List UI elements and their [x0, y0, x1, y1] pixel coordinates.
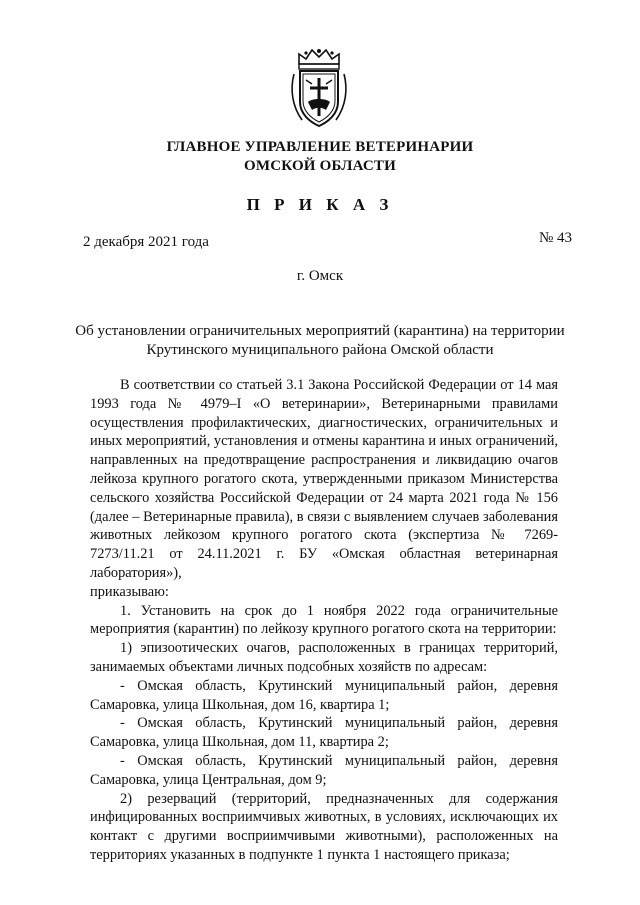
subject-line-1: Об установлении ограничительных мероприятий (карантина) на территории [75, 323, 565, 339]
organization-name-line-1: ГЛАВНОЕ УПРАВЛЕНИЕ ВЕТЕРИНАРИИ [166, 139, 474, 155]
document-city: г. Омск [296, 268, 344, 284]
omsk-coat-of-arms-icon [290, 44, 348, 130]
organization-name-line-2: ОМСКОЙ ОБЛАСТИ [243, 158, 397, 174]
order-phrase: приказываю: [90, 583, 169, 600]
subclause-2-paragraph: 2) резерваций (территорий, предназначенных для содержания инфицированных восприимчивых животных, в условиях, исключающих их контакт с другими восприимчивыми животными), расположенных на территориях указанных в подпункте 1 пункта 1 настоящего приказа; [90, 790, 558, 863]
address-item: - Омская область, Крутинский муниципальный район, деревня Самаровка, улица Школьная, дом 11, квартира 2; [90, 715, 558, 751]
document-date: 2 декабря 2021 года [83, 234, 209, 250]
document-number: № 43 [539, 230, 573, 246]
document-body [90, 376, 558, 865]
preamble-paragraph: В соответствии со статьей 3.1 Закона Российской Федерации от 14 мая 1993 года № 4979–I «О ветеринарии», Ветеринарными правилами осуществления профилактических, диагностических, ограничительных и иных мероприятий, установления и отмены карантина и иных ограничений, направленных на предотвращение распространения и ликвидацию очагов лейкоза крупного рогатого скота, утвержденными приказом Министерства сельского хозяйства Российской Федерации от 24 марта 2021 года № 156 (далее – Ветеринарные правила), в связи с выявлением случаев заболевания животных лейкозом крупного рогатого скота (экспертиза № 7269-7273/11.21 от 24.11.2021 г. БУ «Омская областная ветеринарная лаборатория»), [90, 377, 558, 581]
subject-line-2: Крутинского муниципального района Омской области [146, 342, 494, 358]
address-item: - Омская область, Крутинский муниципальный район, деревня Самаровка, улица Центральная, дом 9; [90, 752, 558, 788]
address-item: - Омская область, Крутинский муниципальный район, деревня Самаровка, улица Школьная, дом 16, квартира 1; [90, 677, 558, 713]
document-type-title: П Р И К А З [246, 195, 394, 214]
subclause-1-paragraph: 1) эпизоотических очагов, расположенных в границах территорий, занимаемых объектами личных подсобных хозяйств по адресам: [90, 640, 558, 675]
clause-1-paragraph: 1. Установить на срок до 1 ноября 2022 года ограничительные мероприятия (карантин) по лейкозу крупного рогатого скота на территории: [90, 602, 558, 638]
